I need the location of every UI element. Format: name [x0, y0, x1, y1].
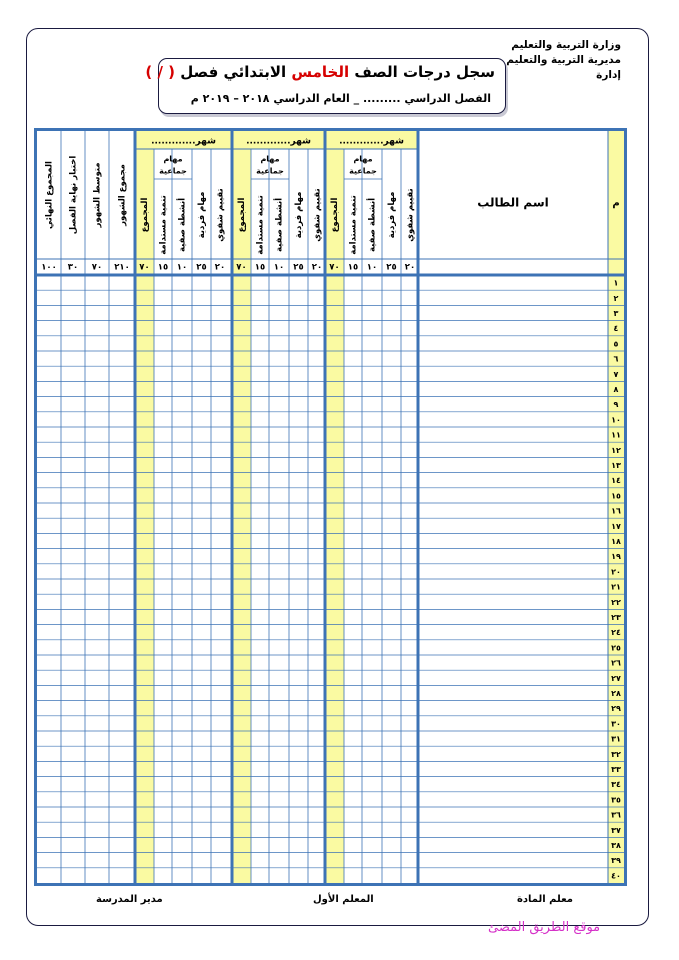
- month-column-label: تنمية مستدامة: [348, 195, 359, 255]
- month-column-label: المجموع: [330, 197, 340, 233]
- month-column-label: مهام فردية: [294, 191, 304, 239]
- row-number: ٢٠: [611, 567, 621, 577]
- row-number: ٢٧: [611, 673, 621, 683]
- row-number: ٣٧: [611, 825, 621, 835]
- row-number: ٧: [613, 369, 619, 379]
- row-number: ١٧: [611, 521, 621, 531]
- class-bracket: ( / ): [145, 63, 176, 81]
- footer-senior-teacher: المعلم الأول: [313, 894, 374, 905]
- month-column-label: المجموع: [140, 197, 150, 233]
- row-number: ١٢: [611, 445, 621, 455]
- summary-max-score: ١٠٠: [41, 262, 57, 273]
- row-number: ٢٩: [611, 704, 621, 714]
- row-number: ٤٠: [611, 871, 621, 881]
- month-max-score: ٢٥: [196, 262, 207, 273]
- row-number: ٣١: [611, 734, 621, 744]
- group-tasks-label: جماعية: [159, 166, 187, 176]
- month-column-label: مهام فردية: [197, 191, 207, 239]
- row-number: ١٤: [611, 476, 621, 486]
- month-max-score: ٢٥: [293, 262, 304, 273]
- month-max-score: ١٠: [176, 262, 188, 273]
- row-number: ١٣: [611, 461, 621, 470]
- month-max-score: ٢٠: [404, 262, 416, 273]
- month-column-label: تنمية مستدامة: [158, 195, 169, 255]
- row-number: ٣٣: [611, 765, 621, 774]
- page-title: [145, 63, 495, 81]
- group-tasks-label: جماعية: [349, 166, 377, 176]
- serial-header: م: [612, 198, 620, 209]
- row-number: ١: [613, 278, 619, 288]
- summary-column-label: مجموع الشهور: [117, 164, 128, 226]
- group-tasks-label: مهام: [163, 154, 183, 164]
- group-tasks-label: مهام: [260, 154, 280, 164]
- row-number: ٢٥: [611, 643, 621, 653]
- month-column-label: تقييم شفوي: [405, 188, 416, 242]
- title-box: [145, 58, 506, 114]
- row-number: ٢: [613, 293, 619, 303]
- group-tasks-label: جماعية: [256, 166, 284, 176]
- row-number: ١٩: [611, 552, 621, 562]
- row-number: ٢١: [611, 582, 621, 592]
- month-column-label: تنمية مستدامة: [255, 195, 266, 255]
- month-max-score: ٧٠: [329, 262, 340, 273]
- title-part2: الابتدائي فصل: [175, 63, 292, 81]
- row-number: ١٨: [611, 537, 621, 546]
- month-column-label: أنشطة صفية: [274, 197, 285, 253]
- administration-name: إدارة: [596, 69, 621, 81]
- watermark-text: موقع الطريق المضئ: [488, 920, 601, 935]
- grades-grid: [37, 131, 624, 883]
- month-label: شهر.............: [246, 136, 311, 147]
- row-number: ٦: [613, 354, 619, 364]
- row-number: ٣٠: [611, 719, 621, 729]
- row-number: ١١: [611, 430, 621, 440]
- row-number: ٢٢: [611, 597, 621, 607]
- row-number: ٢٣: [611, 613, 621, 622]
- summary-max-score: ٧٠: [91, 262, 103, 273]
- row-number: ٤: [613, 324, 619, 334]
- row-number: ١٦: [611, 506, 621, 516]
- month-max-score: ١٥: [254, 262, 266, 273]
- month-max-score: ٧٠: [236, 262, 247, 273]
- footer-principal: مدير المدرسة: [96, 894, 163, 905]
- row-number: ٣٥: [611, 795, 621, 805]
- row-number: ٣٢: [611, 749, 621, 759]
- ministry-name: وزارة التربية والتعليم: [511, 39, 621, 51]
- row-number: ٨: [613, 385, 619, 394]
- month-max-score: ٧٠: [139, 262, 150, 273]
- row-number: ٣٤: [611, 780, 621, 790]
- month-label: شهر.............: [151, 136, 216, 147]
- month-column-label: مهام فردية: [387, 191, 397, 239]
- title-part1: سجل درجات الصف: [349, 63, 495, 81]
- month-column-label: أنشطة صفية: [177, 197, 188, 253]
- row-number: ٢٦: [611, 658, 621, 668]
- month-max-score: ٢٥: [386, 262, 397, 273]
- month-max-score: ١٠: [273, 262, 285, 273]
- student-name-header: اسم الطالب: [477, 195, 549, 210]
- row-number: ٣٩: [611, 856, 621, 866]
- title-grade-highlight: الخامس: [291, 63, 350, 81]
- summary-column-label: المجموع النهائي: [44, 161, 55, 229]
- row-number: ١٠: [611, 415, 621, 425]
- summary-max-score: ٣٠: [67, 262, 79, 273]
- group-tasks-label: مهام: [353, 154, 373, 164]
- row-number: ٢٨: [611, 689, 621, 698]
- summary-max-score: ٢١٠: [114, 262, 130, 273]
- row-number: ٢٤: [611, 628, 621, 638]
- summary-column-label: اختبار نهاية الفصل: [68, 155, 79, 235]
- row-number: ١٥: [611, 491, 621, 501]
- month-label: شهر.............: [339, 136, 404, 147]
- row-number: ٣٨: [611, 841, 621, 850]
- grades-table: [34, 128, 627, 886]
- row-number: ٣: [613, 309, 619, 318]
- footer-subject-teacher: معلم المادة: [517, 894, 573, 905]
- summary-column-label: متوسط الشهور: [92, 162, 103, 228]
- term-year-line: الفصل الدراسي ......... _ العام الدراسي ٢٠١٨ – ٢٠١٩ م: [190, 92, 491, 105]
- month-column-label: تقييم شفوي: [215, 188, 226, 242]
- row-number: ٣٦: [611, 810, 621, 820]
- month-max-score: ١٥: [157, 262, 169, 273]
- month-max-score: ١٥: [347, 262, 359, 273]
- month-max-score: ١٠: [366, 262, 378, 273]
- month-column-label: أنشطة صفية: [367, 197, 378, 253]
- row-number: ٥: [613, 339, 619, 349]
- month-max-score: ٢٠: [214, 262, 226, 273]
- month-column-label: تقييم شفوي: [312, 188, 323, 242]
- row-number: ٩: [613, 400, 619, 410]
- directorate-name: مديرية التربية والتعليم: [506, 54, 621, 66]
- ministry-header: [506, 38, 621, 83]
- month-column-label: المجموع: [237, 197, 247, 233]
- month-max-score: ٢٠: [311, 262, 323, 273]
